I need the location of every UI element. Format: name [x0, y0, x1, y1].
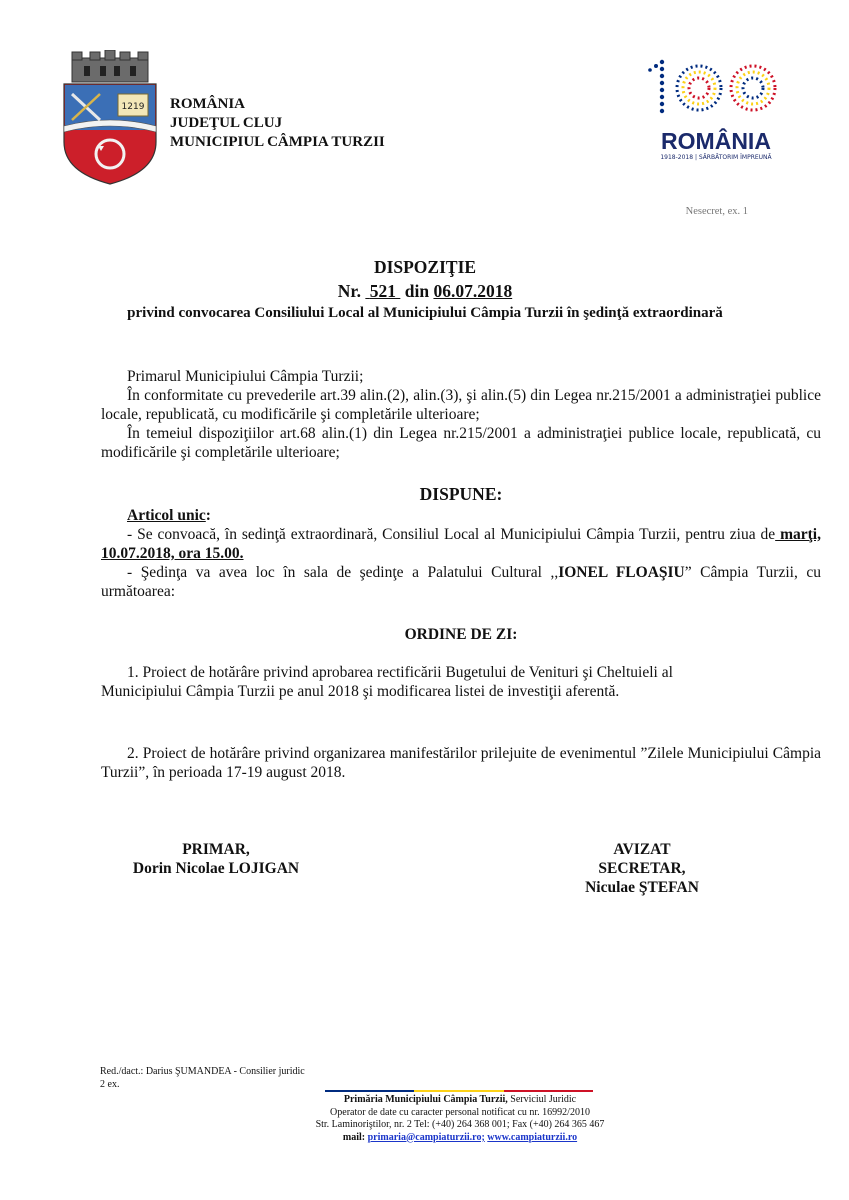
document-number: 521 — [369, 281, 396, 301]
logo-word: ROMÂNIA — [661, 128, 771, 154]
document-date: 06.07.2018 — [433, 281, 513, 301]
footer-operator: Operator de date cu caracter personal notificat cu nr. 16992/2010 — [330, 1106, 590, 1118]
signature-left — [96, 840, 336, 878]
email-link[interactable]: primaria@campiaturzii.ro; — [367, 1131, 485, 1143]
mayor-role: PRIMAR, — [182, 841, 250, 858]
centenary-logo-icon — [646, 52, 786, 124]
agenda-item-2: 2. Proiect de hotărâre privind organizarea manifestărilor prilejuite de evenimentul ”Zilele Municipiului Câmpia Turzii”, în perioada 17-19 august 2018. — [101, 745, 821, 781]
redactor-note — [100, 1066, 305, 1091]
svg-text:1219: 1219 — [121, 102, 145, 112]
article-paragraph-2: - Şedinţa va avea loc în sala de şedinţe a Palatului Cultural ,,IONEL FLOAŞIU” Câmpia Turzii, cu următoarea: — [101, 564, 821, 600]
preamble-line-3: În temeiul dispoziţiilor art.68 alin.(1) din Legea nr.215/2001 a administraţiei publice locale, republicată, cu modificările şi completările ulterioare; — [101, 425, 821, 461]
logo-tagline: 1918-2018 | SĂRBĂTORIM ÎMPREUNĂ — [660, 154, 772, 161]
document-heading: DISPOZIŢIE — [373, 257, 477, 277]
romania-100-logo — [646, 52, 786, 162]
preamble-line-2: În conformitate cu prevederile art.39 alin.(2), alin.(3), şi alin.(5) din Legea nr.215/2001 a administraţiei publice locale, republicată, cu modificările şi completările ulterioare; — [101, 387, 821, 423]
coat-of-arms — [60, 50, 160, 186]
footer-address: Str. Laminoriştilor, nr. 2 Tel: (+40) 264 368 001; Fax (+40) 264 365 467 — [315, 1119, 605, 1130]
footer-mail-line: mail: primaria@campiaturzii.ro; www.campiaturzii.ro — [342, 1131, 578, 1143]
secretary-name: Niculae ŞTEFAN — [585, 879, 699, 896]
agenda-heading: ORDINE DE ZI: — [404, 626, 518, 643]
nr-prefix: Nr. — [337, 281, 361, 301]
crest-icon — [60, 50, 160, 186]
redactor-line: Red./dact.: Darius ŞUMANDEA - Consilier juridic — [100, 1066, 305, 1077]
date-prefix: din — [404, 281, 430, 301]
meeting-date: marţi, 10.07.2018, ora 15.00. — [101, 526, 821, 562]
footer-tricolor-line — [325, 1090, 593, 1092]
secretary-role: SECRETAR, — [598, 860, 686, 877]
county-name: JUDEŢUL CLUJ — [170, 115, 283, 131]
footer-contact — [250, 1094, 670, 1144]
agenda-item-1: 1. Proiect de hotărâre privind aprobarea rectificării Bugetului de Venituri şi Cheltuieli al Municipiului Câmpia Turzii pe anul 2018 şi modificarea listei de investiţii aferentă. — [101, 664, 673, 700]
article-block — [101, 506, 821, 601]
article-title-line: Articol unic: — [127, 507, 211, 524]
article-title: Articol unic — [127, 507, 206, 524]
document-subject: privind convocarea Consiliului Local al Municipiului Câmpia Turzii în şedinţă extraordinară — [127, 305, 723, 321]
footer-institution-line: Primăria Municipiului Câmpia Turzii, Serviciul Juridic — [343, 1094, 577, 1105]
title-block — [90, 256, 760, 323]
classification-note: Nesecret, ex. 1 — [685, 206, 748, 217]
mayor-name: Dorin Nicolae LOJIGAN — [132, 860, 300, 877]
website-link[interactable]: www.campiaturzii.ro — [487, 1131, 578, 1143]
municipality-name: MUNICIPIUL CÂMPIA TURZII — [170, 134, 385, 150]
country-name: ROMÂNIA — [170, 96, 245, 112]
document-number-line — [90, 280, 760, 302]
institution-block — [170, 95, 385, 152]
dispune-heading: DISPUNE: — [419, 484, 503, 504]
avizat-label: AVIZAT — [613, 841, 671, 858]
signature-right — [532, 840, 752, 897]
venue-name: IONEL FLOAŞIU — [558, 564, 685, 581]
copies-line: 2 ex. — [100, 1078, 120, 1090]
preamble-line-1: Primarul Municipiului Câmpia Turzii; — [127, 368, 364, 385]
article-paragraph-1: - Se convoacă, în sedinţă extraordinară, Consiliul Local al Municipiului Câmpia Turzii, pentru ziua de marţi, 10.07.2018, ora 15.00. — [101, 526, 821, 562]
preamble — [101, 367, 821, 462]
